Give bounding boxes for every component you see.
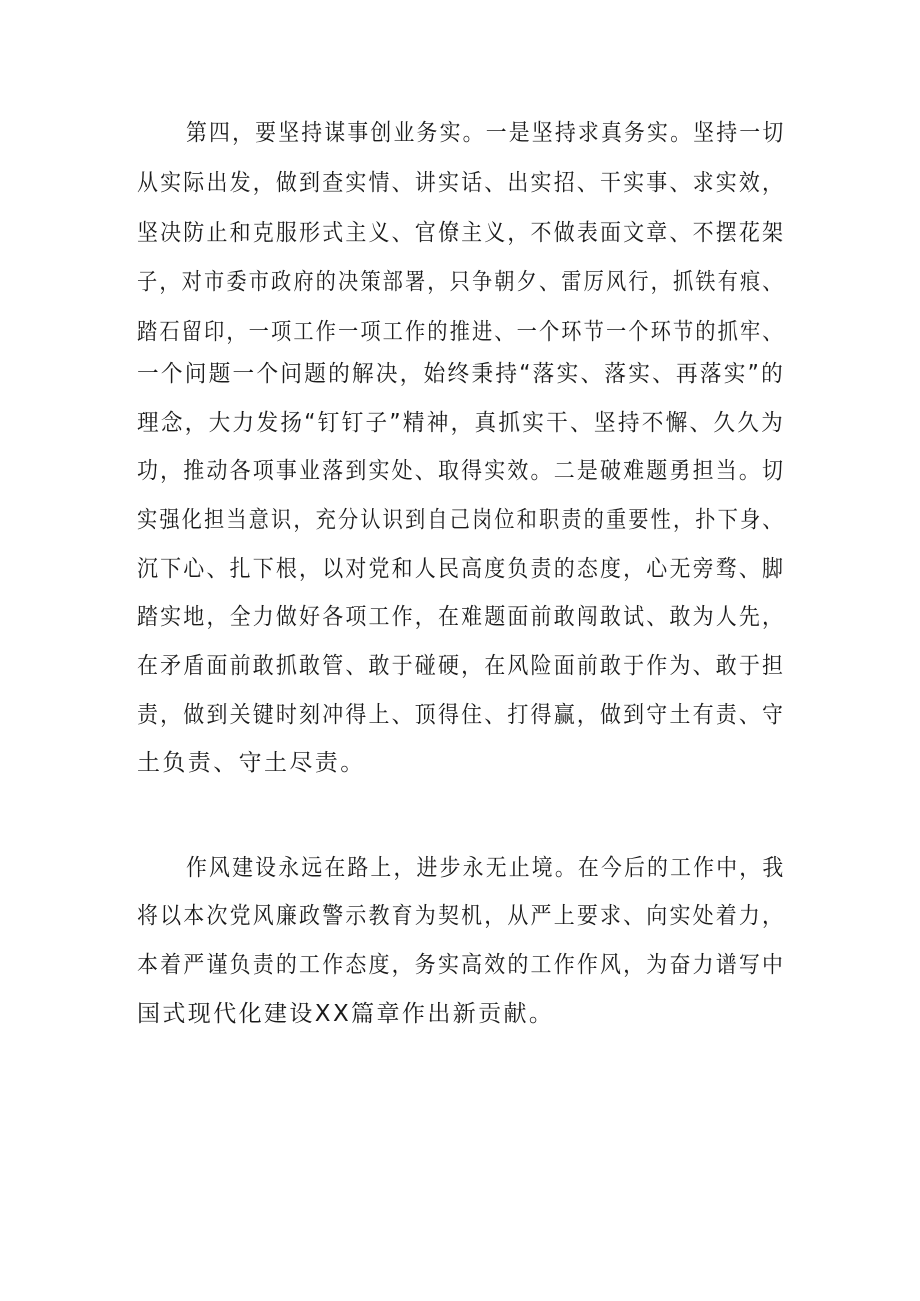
text-line: 将以本次党风廉政警示教育为契机，从严上要求、向实处着力， <box>137 903 786 929</box>
text-line: 实强化担当意识，充分认识到自己岗位和职责的重要性，扑下身、 <box>137 507 785 533</box>
text-line: 责，做到关键时刻冲得上、顶得住、打得赢，做到守土有责、守 <box>137 702 786 728</box>
text-line: 在矛盾面前敢抓敢管、敢于碰硬，在风险面前敢于作为、敢于担 <box>137 653 786 679</box>
text-line: 沉下心、扎下根，以对党和人民高度负责的态度，心无旁骛、脚 <box>137 556 786 582</box>
text-line: 功，推动各项事业落到实处、取得实效。二是破难题勇担当。切 <box>137 458 786 484</box>
text-line: 国式现代化建设XX篇章作出新贡献。 <box>137 1001 555 1027</box>
text-line: 从实际出发，做到查实情、讲实话、出实招、干实事、求实效， <box>137 170 786 196</box>
text-line: 子，对市委市政府的决策部署，只争朝夕、雷厉风行，抓铁有痕、 <box>137 269 785 295</box>
text-line: 土负责、守土尽责。 <box>137 750 366 776</box>
text-line: 第四，要坚持谋事创业务实。一是坚持求真务实。坚持一切 <box>186 120 786 146</box>
text-line: 本着严谨负责的工作态度，务实高效的工作作风，为奋力谱写中 <box>137 952 786 978</box>
text-line: 一个问题一个问题的解决，始终秉持“落实、落实、再落实”的 <box>137 361 786 387</box>
text-line: 坚决防止和克服形式主义、官僚主义，不做表面文章、不摆花架 <box>137 220 786 246</box>
text-line: 理念，大力发扬“钉钉子”精神，真抓实干、坚持不懈、久久为 <box>137 410 786 436</box>
text-line: 踏实地，全力做好各项工作，在难题面前敢闯敢试、敢为人先， <box>137 604 786 630</box>
text-line: 踏石留印，一项工作一项工作的推进、一个环节一个环节的抓牢、 <box>137 319 785 345</box>
text-line: 作风建设永远在路上，进步永无止境。在今后的工作中，我 <box>186 855 786 881</box>
